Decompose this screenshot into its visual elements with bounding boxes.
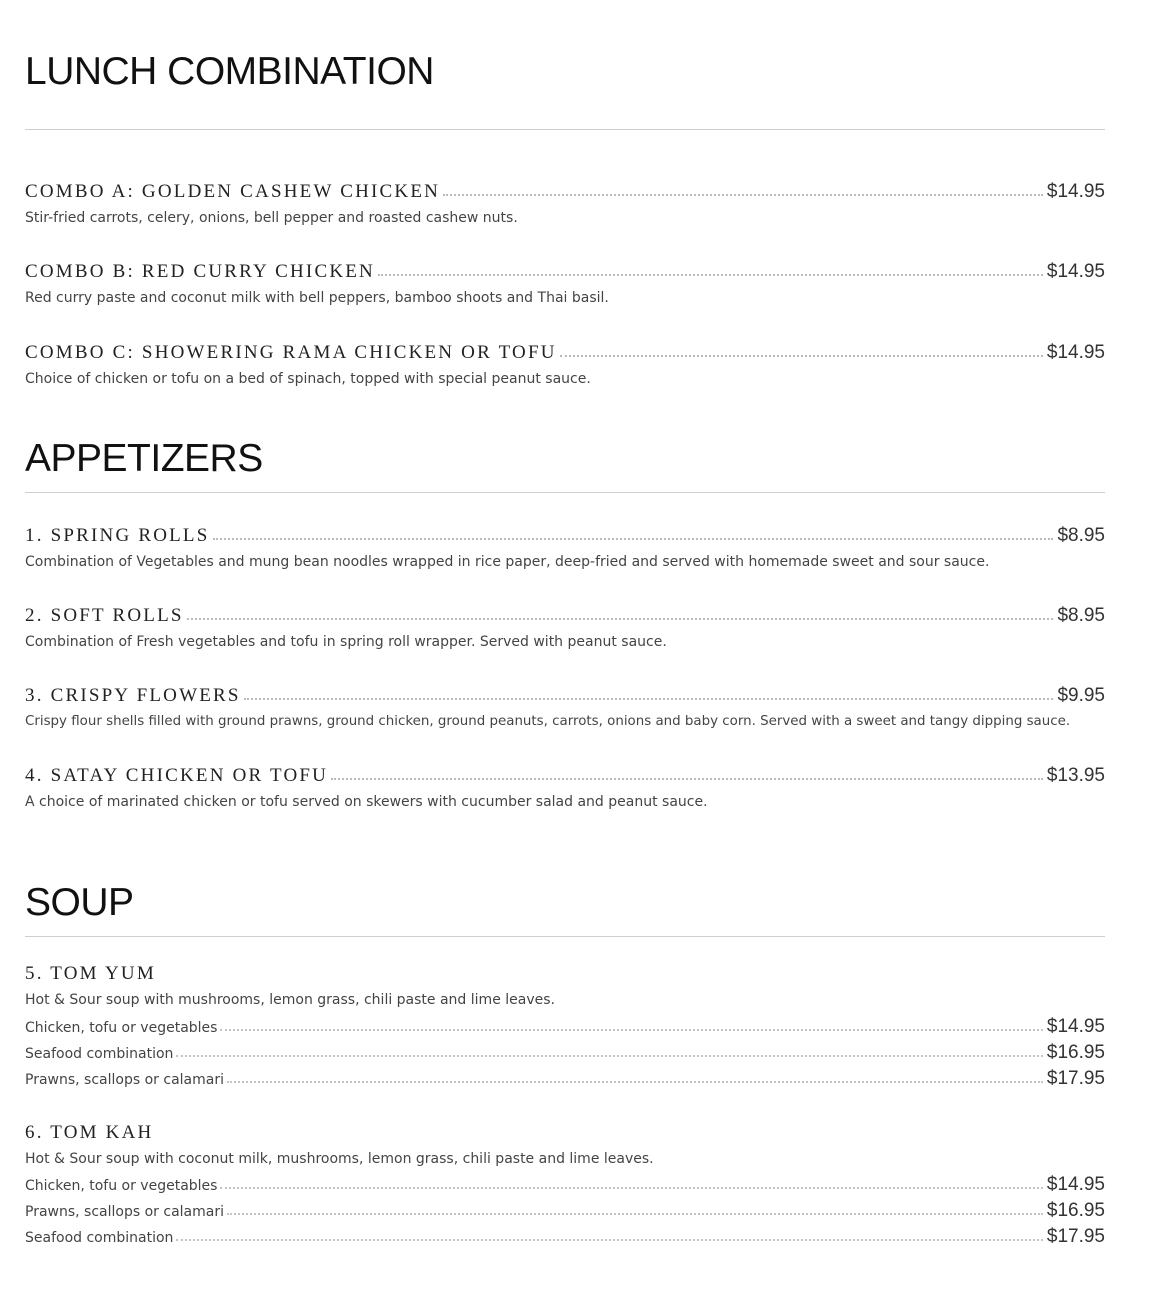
- dot-leader: [213, 538, 1054, 540]
- price-option: [25, 1200, 1105, 1222]
- item-description: Hot & Sour soup with mushrooms, lemon grass, chili paste and lime leaves.: [25, 992, 555, 1008]
- dot-leader: [378, 274, 1043, 276]
- section-title-lunch: LUNCH COMBINATION: [25, 50, 434, 93]
- menu-item: [25, 685, 1105, 729]
- dot-leader: [220, 1029, 1042, 1031]
- item-price: $14.95: [1046, 181, 1105, 202]
- item-description: Combination of Fresh vegetables and tofu in spring roll wrapper. Served with peanut sauce.: [25, 634, 667, 650]
- item-description: Choice of chicken or tofu on a bed of spinach, topped with special peanut sauce.: [25, 371, 591, 387]
- item-price: $13.95: [1046, 765, 1105, 786]
- item-description: Stir-fried carrots, celery, onions, bell pepper and roasted cashew nuts.: [25, 210, 518, 226]
- price-option: [25, 1226, 1105, 1248]
- option-price: $14.95: [1046, 1174, 1105, 1195]
- option-label: Chicken, tofu or vegetables: [25, 1020, 218, 1036]
- item-name: 4. SATAY CHICKEN OR TOFU: [25, 765, 329, 786]
- item-name: COMBO B: RED CURRY CHICKEN: [25, 261, 375, 282]
- option-label: Prawns, scallops or calamari: [25, 1204, 224, 1220]
- item-price: $14.95: [1046, 261, 1105, 282]
- option-price: $17.95: [1046, 1068, 1105, 1089]
- menu-item: [25, 525, 1105, 570]
- dot-leader: [176, 1239, 1042, 1241]
- dot-leader: [244, 698, 1054, 700]
- option-label: Seafood combination: [25, 1046, 174, 1062]
- section-divider: [25, 492, 1105, 493]
- item-price: $9.95: [1057, 685, 1105, 706]
- option-label: Prawns, scallops or calamari: [25, 1072, 224, 1088]
- dot-leader: [187, 618, 1054, 620]
- item-name: 3. CRISPY FLOWERS: [25, 685, 241, 706]
- dot-leader: [227, 1213, 1043, 1215]
- item-description: Hot & Sour soup with coconut milk, mushrooms, lemon grass, chili paste and lime leaves.: [25, 1151, 654, 1167]
- dot-leader: [220, 1187, 1042, 1189]
- item-price: $14.95: [1046, 342, 1105, 363]
- item-name: 1. SPRING ROLLS: [25, 525, 210, 546]
- item-name: COMBO C: SHOWERING RAMA CHICKEN OR TOFU: [25, 342, 557, 363]
- menu-item: [25, 605, 1105, 650]
- option-price: $16.95: [1046, 1042, 1105, 1063]
- option-price: $16.95: [1046, 1200, 1105, 1221]
- item-description: Crispy flour shells filled with ground prawns, ground chicken, ground peanuts, carrots, onions and baby corn. Served with a sweet and tangy dipping sauce.: [25, 714, 1071, 729]
- section-title-appetizers: APPETIZERS: [25, 437, 263, 480]
- section-divider: [25, 936, 1105, 937]
- option-label: Chicken, tofu or vegetables: [25, 1178, 218, 1194]
- dot-leader: [443, 194, 1043, 196]
- item-name: 2. SOFT ROLLS: [25, 605, 184, 626]
- option-label: Seafood combination: [25, 1230, 174, 1246]
- item-description: A choice of marinated chicken or tofu served on skewers with cucumber salad and peanut sauce.: [25, 794, 708, 810]
- menu-item: [25, 181, 1105, 226]
- item-name: 5. TOM YUM: [25, 963, 156, 984]
- price-option: [25, 1016, 1105, 1038]
- item-description: Red curry paste and coconut milk with bell peppers, bamboo shoots and Thai basil.: [25, 290, 609, 306]
- dot-leader: [227, 1081, 1043, 1083]
- item-price: $8.95: [1057, 525, 1105, 546]
- item-name: COMBO A: GOLDEN CASHEW CHICKEN: [25, 181, 441, 202]
- menu-item: [25, 342, 1105, 387]
- menu-item: [25, 963, 1105, 1008]
- dot-leader: [560, 355, 1043, 357]
- price-option: [25, 1174, 1105, 1196]
- section-divider: [25, 129, 1105, 130]
- option-price: $14.95: [1046, 1016, 1105, 1037]
- menu-item: [25, 1122, 1105, 1167]
- menu-item: [25, 261, 1105, 306]
- price-option: [25, 1068, 1105, 1090]
- dot-leader: [176, 1055, 1042, 1057]
- option-price: $17.95: [1046, 1226, 1105, 1247]
- item-price: $8.95: [1057, 605, 1105, 626]
- dot-leader: [331, 778, 1043, 780]
- item-name: 6. TOM KAH: [25, 1122, 154, 1143]
- section-title-soup: SOUP: [25, 881, 134, 924]
- price-option: [25, 1042, 1105, 1064]
- item-description: Combination of Vegetables and mung bean noodles wrapped in rice paper, deep-fried and served with homemade sweet and sour sauce.: [25, 554, 990, 570]
- menu-item: [25, 765, 1105, 810]
